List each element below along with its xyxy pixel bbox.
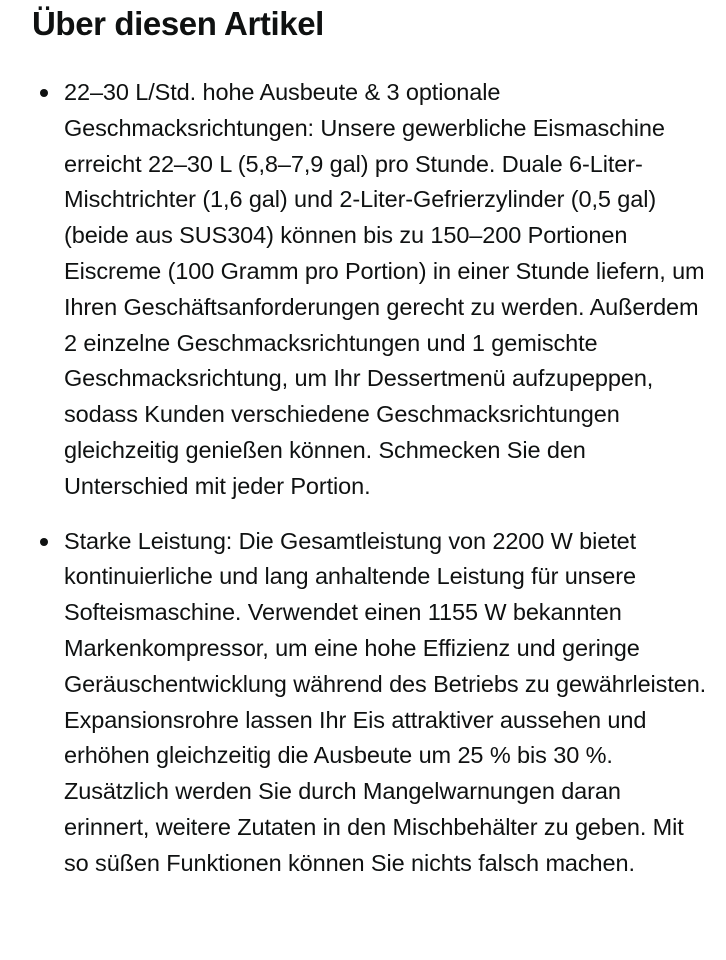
section-title: Über diesen Artikel [32,5,324,42]
feature-bullet-performance [32,524,712,882]
feature-bullet-list [32,75,712,882]
feature-bullet-text: 22–30 L/Std. hohe Ausbeute & 3 optionale Geschmacksrichtungen: Unsere gewerbliche Eismaschine erreicht 22–30 L (5,8–7,9 gal) pro Stunde. Duale 6-Liter-Mischtrichter (1,6 gal) und 2-Liter-Gefrierzylinder (0,5 gal) (beide aus SUS304) können bis zu 150–200 Portionen Eiscreme (100 Gramm pro Portion) in einer Stunde liefern, um Ihren Geschäftsanforderungen gerecht zu werden. Außerdem 2 einzelne Geschmacksrichtungen und 1 gemischte Geschmacksrichtung, um Ihr Dessertmenü aufzupeppen, sodass Kunden verschiedene Geschmacksrichtungen gleichzeitig genießen können. Schmecken Sie den Unterschied mit jeder Portion. [64,79,705,499]
feature-bullet-yield [32,75,712,505]
feature-bullet-text: Starke Leistung: Die Gesamtleistung von 2200 W bietet kontinuierliche und lang anhaltende Leistung für unsere Softeismaschine. Verwendet einen 1155 W bekannten Markenkompressor, um eine hohe Effizienz und geringe Geräuschentwicklung während des Betriebs zu gewährleisten. Expansionsrohre lassen Ihr Eis attraktiver aussehen und erhöhen gleichzeitig die Ausbeute um 25 % bis 30 %. Zusätzlich werden Sie durch Mangelwarnungen daran erinnert, weitere Zutaten in den Mischbehälter zu geben. Mit so süßen Funktionen können Sie nichts falsch machen. [64,527,707,876]
bullet-dot-icon [40,89,48,97]
bullet-dot-icon [40,538,48,546]
